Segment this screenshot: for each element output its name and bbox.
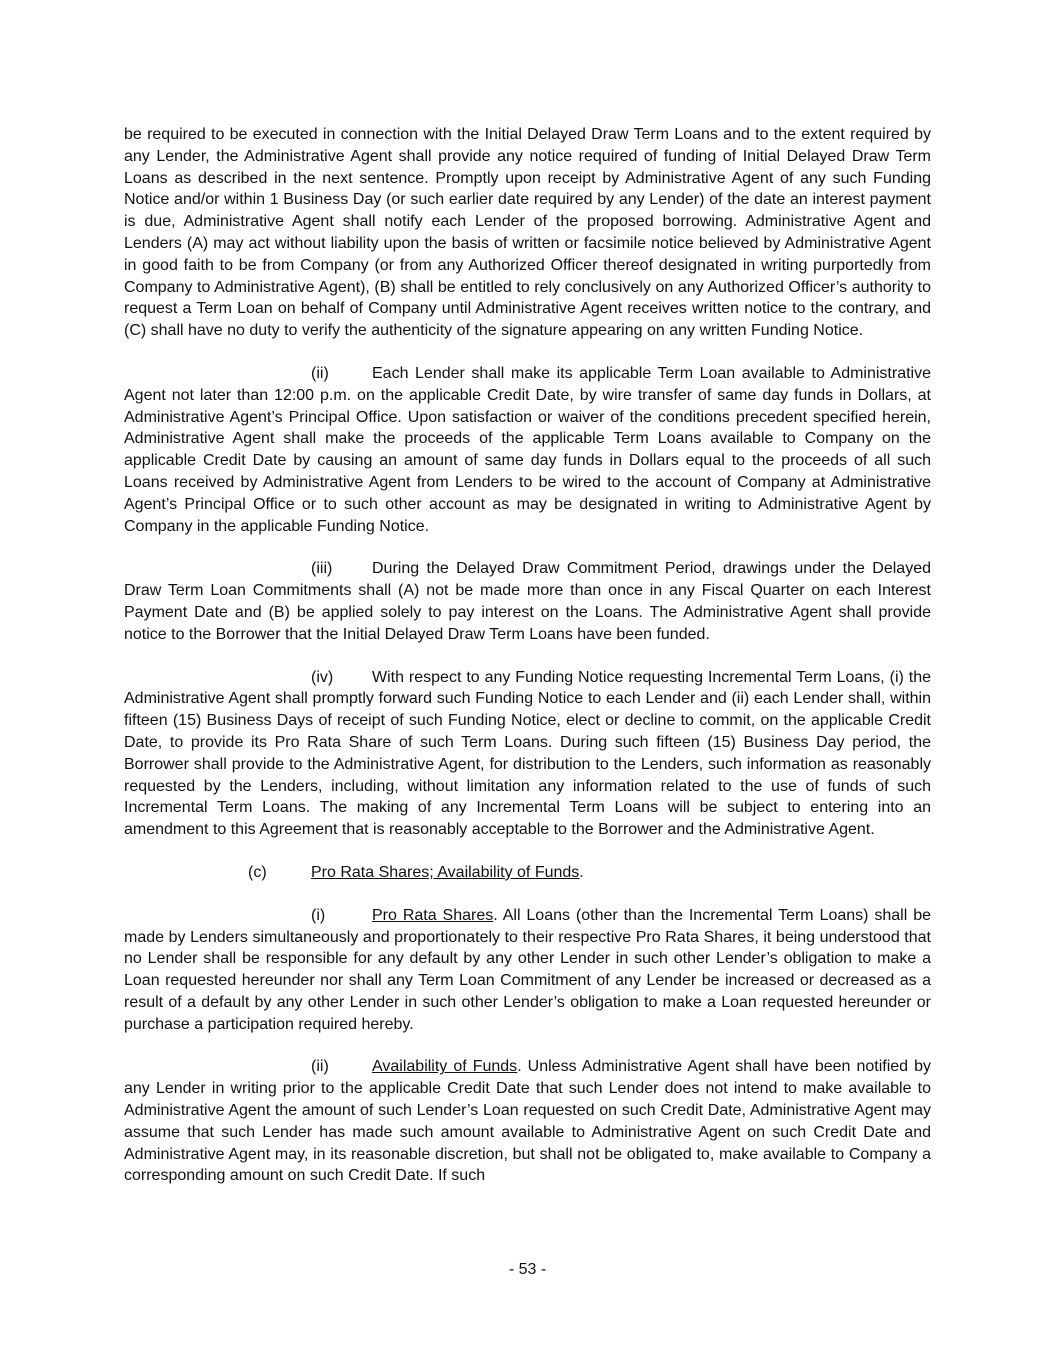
paragraph-text: . Unless Administrative Agent shall have been notified by any Lender in writing prior to the applicable Credit Date that such Lender does not intend to make available to Administrative Agent the amount of such Lender’s Loan requested on such Credit Date, Administrative Agent may assume that such Lender has made such amount available to Administrative Agent on such Credit Date and Administrative Agent may, in its reasonable discretion, but shall not be obligated to, make available to Company a corresponding amount on such Credit Date. If such (124, 1058, 932, 1185)
paragraph-iii-delayed-draw (124, 558, 931, 645)
paragraph-continuation: be required to be executed in connection with the Initial Delayed Draw Term Loans and to the extent required by any Lender, the Administrative Agent shall provide any notice required of funding of Initial Delayed Draw Term Loans as described in the next sentence. Promptly upon receipt by Administrative Agent of any such Funding Notice and/or within 1 Business Day (or such earlier date required by any Lender) of the date an interest payment is due, Administrative Agent shall notify each Lender of the proposed borrowing. Administrative Agent and Lenders (A) may act without liability upon the basis of written or facsimile notice believed by Administrative Agent in good faith to be from Company (or from any Authorized Officer thereof designated in writing purportedly from Company to Administrative Agent), (B) shall be entitled to rely conclusively on any Authorized Officer’s authority to request a Term Loan on behalf of Company until Administrative Agent receives written notice to the contrary, and (C) shall have no duty to verify the authenticity of the signature appearing on any written Funding Notice. (124, 126, 931, 340)
clause-heading: Availability of Funds (372, 1058, 518, 1076)
clause-number: (iii) (311, 560, 333, 578)
paragraph-ii-funding (124, 363, 931, 537)
document-body (124, 124, 931, 1208)
page-number: - 53 - (508, 1261, 547, 1278)
paragraph-text: Each Lender shall make its applicable Term Loan available to Administrative Agent not later than 12:00 p.m. on the applicable Credit Date, by wire transfer of same day funds in Dollars, at Administrative Agent’s Principal Office. Upon satisfaction or waiver of the conditions precedent specified herein, Administrative Agent shall make the proceeds of the applicable Term Loans available to Company on the applicable Credit Date by causing an amount of same day funds in Dollars equal to the proceeds of all such Loans received by Administrative Agent from Lenders to be wired to the account of Company at Administrative Agent’s Principal Office or to such other account as may be designated in writing to Administrative Agent by Company in the applicable Funding Notice. (124, 364, 931, 535)
clause-number: (ii) (311, 364, 329, 382)
paragraph-ii-availability-of-funds (124, 1056, 931, 1187)
clause-heading: Pro Rata Shares (372, 906, 494, 924)
paragraph-text: During the Delayed Draw Commitment Period, drawings under the Delayed Draw Term Loan Commitments shall (A) not be made more than once in any Fiscal Quarter on each Interest Payment Date and (B) be applied solely to pay interest on the Loans. The Administrative Agent shall provide notice to the Borrower that the Initial Delayed Draw Term Loans have been funded. (124, 560, 931, 643)
paragraph-iv-incremental (124, 667, 931, 841)
section-title: Pro Rata Shares; Availability of Funds (311, 863, 580, 881)
paragraph-text: . All Loans (other than the Incremental Term Loans) shall be made by Lenders simultaneously and proportionately to their respective Pro Rata Shares, it being understood that no Lender shall be responsible for any default by any other Lender in such other Lender’s obligation to make a Loan requested hereunder nor shall any Term Loan Commitment of any Lender be increased or decreased as a result of a default by any other Lender in such other Lender’s obligation to make a Loan requested hereunder or purchase a participation required hereby. (124, 906, 932, 1033)
section-number: (c) (248, 863, 267, 881)
paragraph-text: With respect to any Funding Notice requesting Incremental Term Loans, (i) the Administrative Agent shall promptly forward such Funding Notice to each Lender and (ii) each Lender shall, within fifteen (15) Business Days of receipt of such Funding Notice, elect or decline to commit, on the applicable Credit Date, to provide its Pro Rata Share of such Term Loans. During such fifteen (15) Business Day period, the Borrower shall provide to the Administrative Agent, for distribution to the Lenders, such information as reasonably requested by the Lenders, including, without limitation any information related to the use of funds of such Incremental Term Loans. The making of any Incremental Term Loans will be subject to entering into an amendment to this Agreement that is reasonably acceptable to the Borrower and the Administrative Agent. (124, 668, 931, 839)
section-c-heading (124, 862, 931, 884)
clause-number: (ii) (311, 1058, 329, 1076)
clause-number: (i) (311, 906, 326, 924)
section-title-period: . (579, 863, 584, 881)
paragraph-i-pro-rata-shares (124, 905, 931, 1036)
clause-number: (iv) (311, 668, 334, 686)
